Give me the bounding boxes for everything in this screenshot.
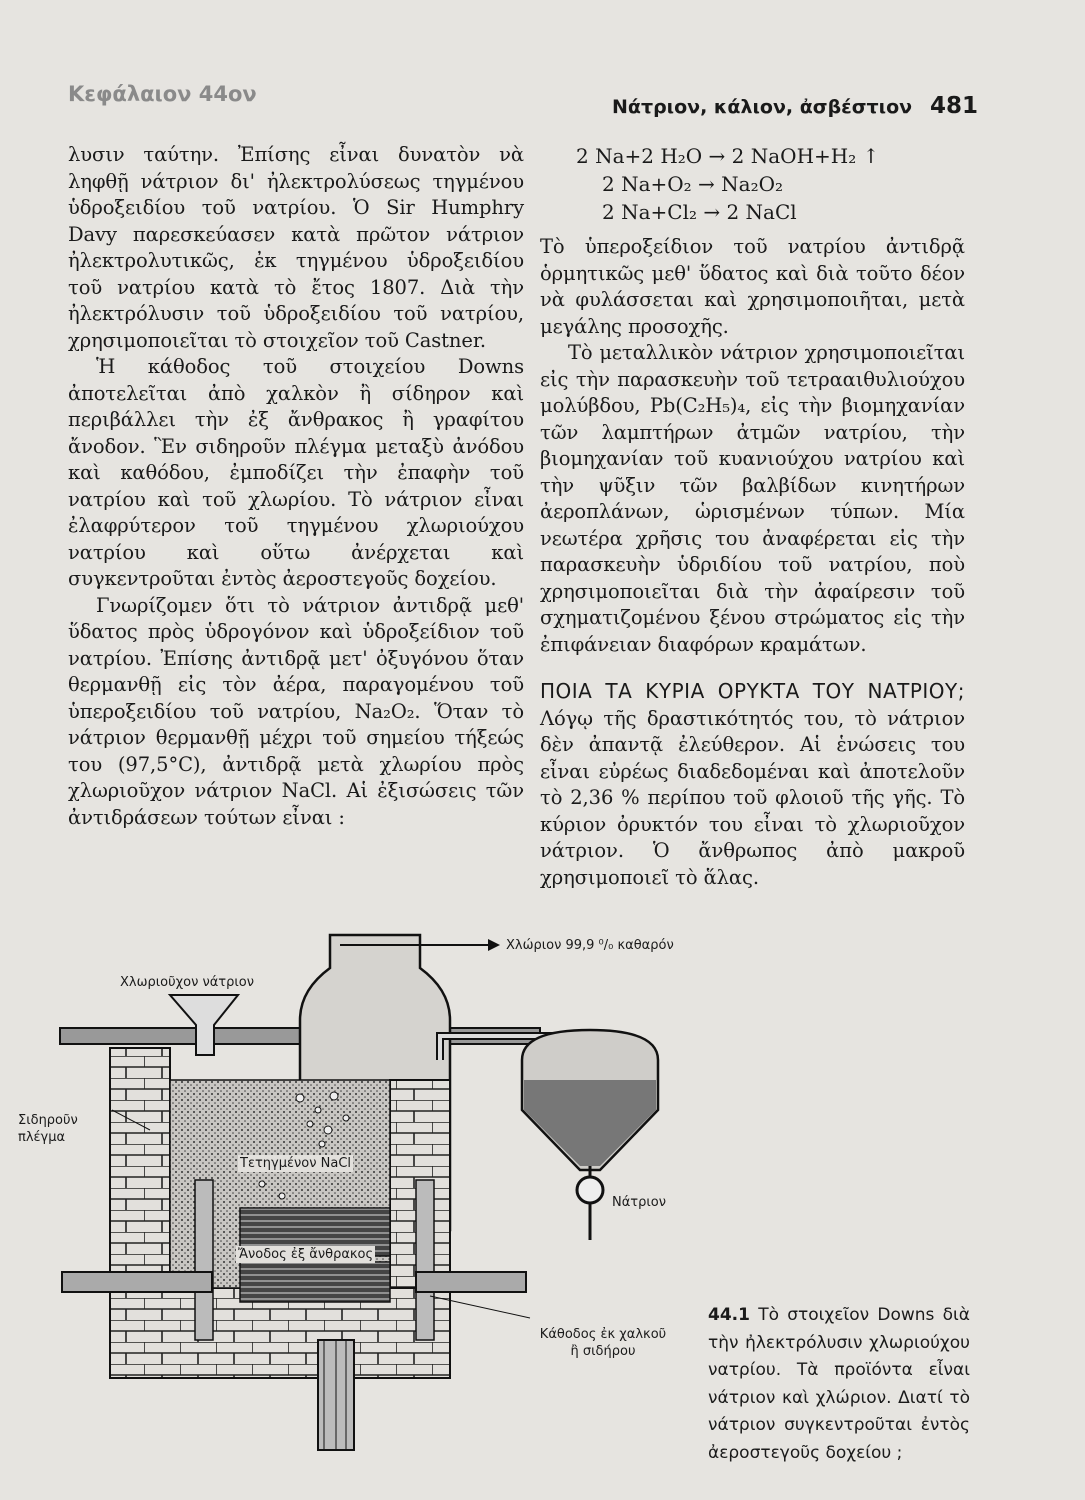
carbon-anode-lower: [240, 1262, 390, 1302]
label-sodium: Νάτριον: [612, 1195, 666, 1210]
sodium-level: [524, 1080, 656, 1166]
cathode-lead-right: [416, 1272, 526, 1292]
chlorine-arrow-icon: [488, 939, 500, 951]
drain-valve-icon: [577, 1177, 603, 1203]
label-salt-feed: Χλωριοῦχον νάτριον: [120, 975, 254, 990]
left-brick-wall: [110, 1048, 170, 1288]
chapter-header: Κεφάλαιον 44ον: [68, 82, 257, 106]
paragraph-peroxide: Τὸ ὑπεροξείδιον τοῦ νατρίου ἀντιδρᾷ ὁρμητικῶς μεθ' ὕδατος καὶ διὰ τοῦτο δέον νὰ φυλάσσεται καὶ χρησιμοποιῆται, μετὰ μεγάλης προσοχῆς.: [540, 235, 965, 338]
section-heading: ΠΟΙΑ ΤΑ ΚΥΡΙΑ ΟΡΥΚΤΑ ΤΟΥ ΝΑΤΡΙΟΥ;: [540, 679, 965, 703]
label-chlorine: Χλώριον 99,9 ⁰/₀ καθαρόν: [506, 938, 674, 953]
equation-chlorine: 2 Na+Cl₂ → 2 NaCl: [602, 200, 797, 224]
cathode-lead-left: [62, 1272, 212, 1292]
caption-number: 44.1: [708, 1305, 750, 1325]
label-molten-nacl: Τετηγμένον NaCl: [240, 1156, 352, 1171]
paragraph-uses: Τὸ μεταλλικὸν νάτριον χρησιμοποιεῖται εἰς τὴν παρασκευὴν τοῦ τετρααιθυλιούχου μολύβδου, Pb(C₂H₅)₄, εἰς τὴν βιομηχανίαν τῶν λαμπτήρων ἀτμῶν νατρίου, τὴν βιομηχανίαν τοῦ κυανιούχου νατρίου καὶ τὴν ψῦξιν τῶν βαλβίδων κινητήρων ἀεροπλάνων, ὡρισμένων τύπων. Μία νεωτέρα χρῆσις του ἀναφέρεται εἰς τὴν παρασκευὴν ὑδριδίου τοῦ νατρίου, ποὺ χρησιμοποιεῖται διὰ τὴν ἀφαίρεσιν τοῦ σχηματιζομένου ξένου στρώματος εἰς τὴν ἐπιφάνειαν διαφόρων κραμάτων.: [540, 341, 965, 656]
running-title: Νάτριον, κάλιον, ἀσβέστιον: [612, 96, 913, 118]
paragraph-davy: λυσιν ταύτην. Ἐπίσης εἶναι δυνατὸν νὰ ληφθῇ νάτριον δι' ἠλεκτρολύσεως τηγμένου ὑδροξειδίου τοῦ νατρίου. Ὁ Sir Humphry Davy παρεσκεύασεν κατὰ πρῶτον νάτριον ἠλεκτρολυτικῶς, ἐκ τηγμένου ὑδροξειδίου τοῦ νατρίου κατὰ τὸ ἔτος 1807. Διὰ τὴν ἠλεκτρόλυσιν τοῦ ὑδροξειδίου τοῦ νατρίου, χρησιμοποιεῖται τὸ στοιχεῖον τοῦ Castner.: [68, 143, 524, 352]
page-number: 481: [930, 93, 979, 119]
label-carbon-anode: Ἄνοδος ἐξ ἄνθρακος: [238, 1247, 374, 1262]
paragraph-reactions: Γνωρίζομεν ὅτι τὸ νάτριον ἀντιδρᾷ μεθ' ὕδατος πρὸς ὑδρογόνον καὶ ὑδροξείδιον τοῦ νατρίου. Ἐπίσης ἀντιδρᾷ μετ' ὀξυγόνου ὅταν θερμανθῇ εἰς τὸν ἀέρα, παραγομένου τοῦ ὑπεροξειδίου τοῦ νατρίου, Na₂O₂. Ὅταν τὸ νάτριον θερμανθῇ μέχρι τοῦ σημείου τήξεώς του (97,5°C), ἀντιδρᾷ μετὰ χλωρίου πρὸς χλωριοῦχον νάτριον NaCl. Αἱ ἐξισώσεις τῶν ἀντιδράσεων τούτων εἶναι :: [68, 593, 524, 829]
salt-hopper: [170, 995, 238, 1055]
cathode-right: [416, 1180, 434, 1340]
figure-caption: [708, 1302, 970, 1467]
label-iron-screen: Σιδηροῦν πλέγμα: [18, 1113, 78, 1145]
equation-oxygen: 2 Na+O₂ → Na₂O₂: [602, 172, 784, 196]
cathode-left: [195, 1180, 213, 1340]
equation-water: 2 Na+2 H₂O → 2 NaOH+H₂ ↑: [576, 144, 880, 168]
label-cathode: Κάθοδος ἐκ χαλκοῦ ἢ σιδήρου: [539, 1327, 667, 1359]
minerals-text: Λόγῳ τῆς δραστικότητός του, τὸ νάτριον δὲν ἀπαντᾷ ἐλεύθερον. Αἱ ἑνώσεις του εἶναι εὐρέως διαδεδομέναι καὶ ἀποτελοῦν τὸ 2,36 % περίπου τοῦ φλοιοῦ τῆς γῆς. Τὸ κύριον ὀρυκτόν του εἶναι τὸ χλωριοῦχον νάτριον. Ὁ ἄνθρωπος ἀπὸ μακροῦ χρησιμοποιεῖ τὸ ἅλας.: [540, 706, 965, 889]
paragraph-downs-cell: Ἡ κάθοδος τοῦ στοιχείου Downs ἀποτελεῖται ἀπὸ χαλκὸν ἢ σίδηρον καὶ περιβάλλει τὴν ἐξ ἄνθρακος ἢ γραφίτου ἄνοδον. Ἓν σιδηροῦν πλέγμα μεταξὺ ἀνόδου καὶ καθόδου, ἐμποδίζει τὴν ἐπαφὴν τοῦ νατρίου καὶ τοῦ χλωρίου. Τὸ νάτριον εἶναι ἐλαφρύτερον τοῦ τηγμένου χλωριούχου νατρίου καὶ οὕτω ἀνέρχεται καὶ συγκεντροῦται ἐντὸς ἀεροστεγοῦς δοχείου.: [68, 355, 524, 590]
caption-text: Τὸ στοιχεῖον Downs διὰ τὴν ἠλεκτρόλυσιν χλωριούχου νατρίου. Τὰ προϊόντα εἶναι νάτριον καὶ χλώριον. Διατί τὸ νάτριον συγκεντροῦται ἐντὸς ἀεροστεγοῦς δοχείου ;: [708, 1305, 970, 1463]
